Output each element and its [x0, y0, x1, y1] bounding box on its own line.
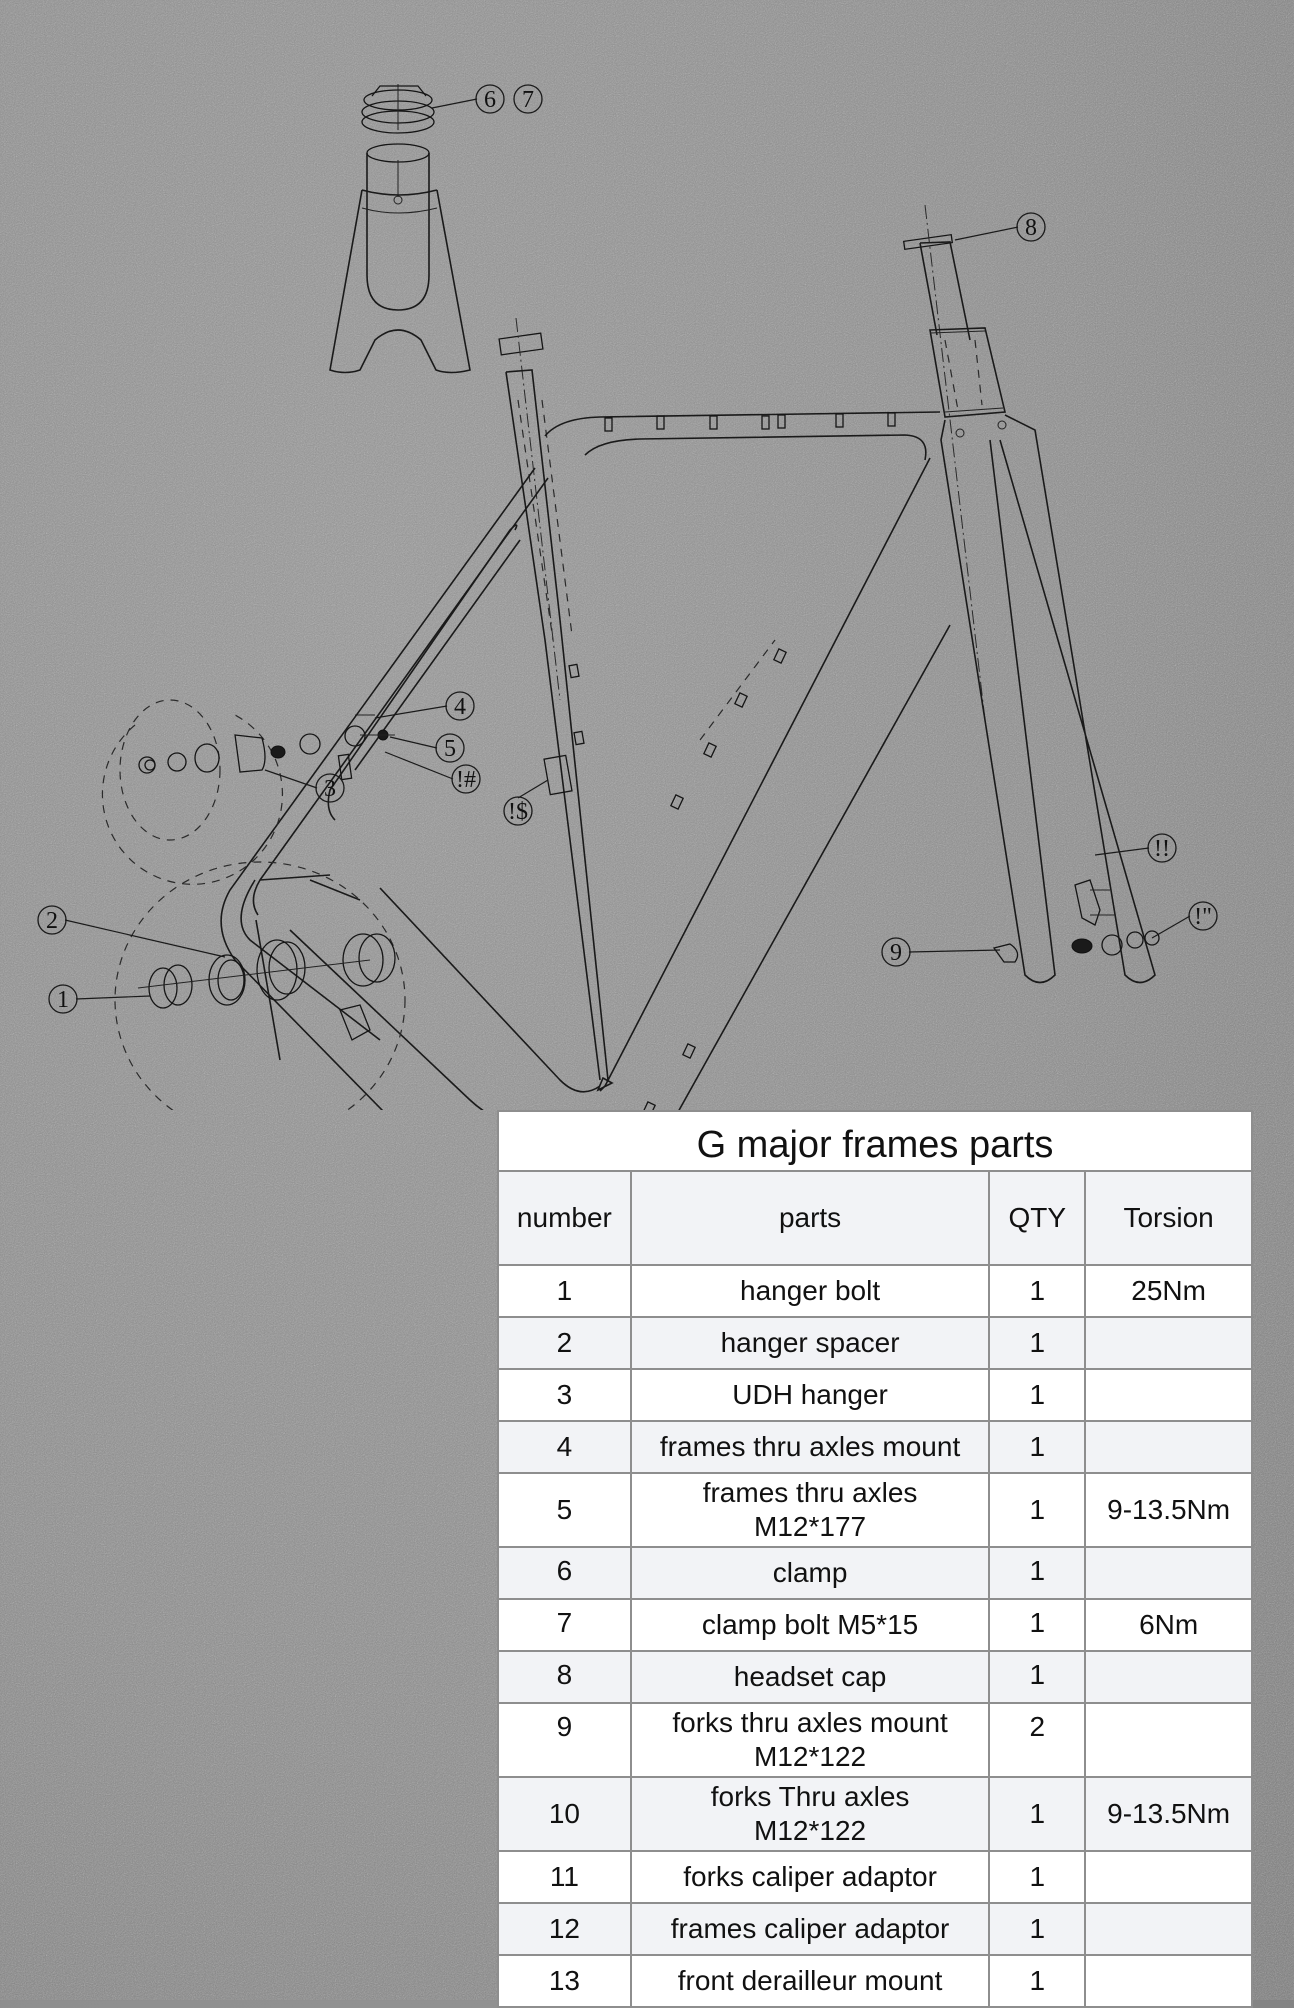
- head-tube-fork: [904, 205, 1159, 983]
- cell-qty: 1: [989, 1903, 1085, 1955]
- cell-qty: 1: [989, 1265, 1085, 1317]
- down-tube-bb: [505, 458, 950, 1110]
- table-row: [498, 1421, 1252, 1473]
- cell-number: 11: [498, 1851, 631, 1903]
- header-number: number: [498, 1171, 631, 1265]
- cell-qty: 1: [989, 1421, 1085, 1473]
- cell-torsion: [1085, 1369, 1252, 1421]
- table-row: [498, 1547, 1252, 1599]
- cell-part: [631, 1369, 990, 1421]
- callout-8: [1017, 213, 1045, 241]
- cell-torsion: [1085, 1703, 1252, 1777]
- cell-part: [631, 1599, 990, 1651]
- parts-table: [497, 1110, 1253, 2008]
- header-qty: QTY: [989, 1171, 1085, 1265]
- cell-qty: 1: [989, 1777, 1085, 1851]
- cell-torsion: [1085, 1421, 1252, 1473]
- cell-number: 7: [498, 1599, 631, 1651]
- table-row: [498, 1851, 1252, 1903]
- callout-label: 5: [444, 736, 456, 762]
- part-name: forks Thru axles: [710, 1781, 910, 1812]
- part-name: clamp bolt M5*15: [701, 1609, 919, 1640]
- cell-number: 13: [498, 1955, 631, 2007]
- cell-part: [631, 1547, 990, 1599]
- rear-triangle: [221, 468, 600, 1110]
- table-row: [498, 1703, 1252, 1777]
- dropout-detail-inset: [115, 862, 405, 1110]
- table-row: [498, 1777, 1252, 1851]
- callout-10: [1148, 834, 1176, 862]
- callout-label: 1: [57, 987, 69, 1013]
- callout-label: !": [1194, 904, 1212, 930]
- callout-12: [452, 765, 480, 793]
- cell-number: 8: [498, 1651, 631, 1703]
- table-row: [498, 1651, 1252, 1703]
- cell-number: 9: [498, 1703, 631, 1777]
- cell-number: 1: [498, 1265, 631, 1317]
- cell-torsion: [1085, 1651, 1252, 1703]
- top-tube: [545, 412, 940, 460]
- cell-torsion: [1085, 1955, 1252, 2007]
- callout-1: [49, 985, 77, 1013]
- cell-part: [631, 1955, 990, 2007]
- callout-label: 6: [484, 87, 496, 113]
- part-name: forks caliper adaptor: [683, 1861, 937, 1892]
- cell-qty: 1: [989, 1317, 1085, 1369]
- callout-11: [1189, 902, 1217, 930]
- callout-label: 2: [46, 908, 58, 934]
- part-spec: M12*177: [754, 1511, 867, 1542]
- cell-number: 10: [498, 1777, 631, 1851]
- cell-qty: 1: [989, 1851, 1085, 1903]
- cell-torsion: 6Nm: [1085, 1599, 1252, 1651]
- callout-9: [882, 938, 910, 966]
- cell-qty: 1: [989, 1599, 1085, 1651]
- cell-part: [631, 1473, 990, 1547]
- callout-group: [38, 85, 1217, 1013]
- part-spec: M12*122: [754, 1741, 867, 1772]
- cell-part: [631, 1851, 990, 1903]
- cell-qty: 2: [989, 1703, 1085, 1777]
- part-name: frames thru axles mount: [659, 1431, 961, 1462]
- callout-5: [436, 734, 464, 762]
- cell-part: [631, 1651, 990, 1703]
- cell-torsion: [1085, 1547, 1252, 1599]
- part-name: frames caliper adaptor: [670, 1913, 950, 1944]
- cell-part: [631, 1265, 990, 1317]
- header-parts: parts: [631, 1171, 990, 1265]
- cell-qty: 1: [989, 1955, 1085, 2007]
- cell-number: 12: [498, 1903, 631, 1955]
- part-name: hanger bolt: [740, 1275, 881, 1306]
- cell-part: [631, 1777, 990, 1851]
- callout-13: [504, 797, 532, 825]
- cell-part: [631, 1421, 990, 1473]
- callout-4: [446, 692, 474, 720]
- part-name: UDH hanger: [732, 1379, 888, 1410]
- part-name: frames thru axles: [702, 1477, 918, 1508]
- cell-qty: 1: [989, 1547, 1085, 1599]
- table-row: [498, 1903, 1252, 1955]
- cell-number: 5: [498, 1473, 631, 1547]
- callout-label: 7: [522, 87, 534, 113]
- callout-label: 4: [454, 694, 466, 720]
- cell-number: 3: [498, 1369, 631, 1421]
- table-row: [498, 1265, 1252, 1317]
- leader-lines: [65, 99, 1190, 999]
- header-torsion: Torsion: [1085, 1171, 1252, 1265]
- callout-label: 9: [890, 940, 902, 966]
- cell-number: 4: [498, 1421, 631, 1473]
- callout-label: 8: [1025, 215, 1037, 241]
- callout-label: !!: [1154, 836, 1170, 862]
- cell-part: [631, 1903, 990, 1955]
- part-name: hanger spacer: [720, 1327, 900, 1358]
- cell-number: 6: [498, 1547, 631, 1599]
- cell-torsion: 9-13.5Nm: [1085, 1473, 1252, 1547]
- callout-3: [316, 774, 344, 802]
- cell-qty: 1: [989, 1651, 1085, 1703]
- rear-dropout-parts: [102, 700, 395, 884]
- cell-torsion: 9-13.5Nm: [1085, 1777, 1252, 1851]
- part-name: front derailleur mount: [677, 1965, 943, 1996]
- cell-torsion: [1085, 1851, 1252, 1903]
- seatpost-clamp-detail: [330, 84, 470, 373]
- table-row: [498, 1369, 1252, 1421]
- table-row: [498, 1599, 1252, 1651]
- callout-label: !#: [456, 767, 476, 793]
- seat-cluster: [499, 318, 608, 1080]
- part-name: headset cap: [733, 1661, 887, 1692]
- cell-part: [631, 1317, 990, 1369]
- cell-torsion: [1085, 1317, 1252, 1369]
- cell-part: [631, 1703, 990, 1777]
- callout-label: 3: [324, 776, 336, 802]
- table-row: [498, 1473, 1252, 1547]
- table-title: G major frames parts: [498, 1111, 1252, 1171]
- callout-2: [38, 906, 66, 934]
- callout-6: [476, 85, 504, 113]
- part-name: forks thru axles mount: [672, 1707, 948, 1738]
- cell-number: 2: [498, 1317, 631, 1369]
- callout-label: !$: [508, 799, 528, 825]
- table-row: [498, 1955, 1252, 2007]
- cell-qty: 1: [989, 1473, 1085, 1547]
- callout-7: [514, 85, 542, 113]
- cell-torsion: [1085, 1903, 1252, 1955]
- part-spec: M12*122: [754, 1815, 867, 1846]
- part-name: clamp: [772, 1557, 848, 1588]
- cell-torsion: 25Nm: [1085, 1265, 1252, 1317]
- cell-qty: 1: [989, 1369, 1085, 1421]
- table-row: [498, 1317, 1252, 1369]
